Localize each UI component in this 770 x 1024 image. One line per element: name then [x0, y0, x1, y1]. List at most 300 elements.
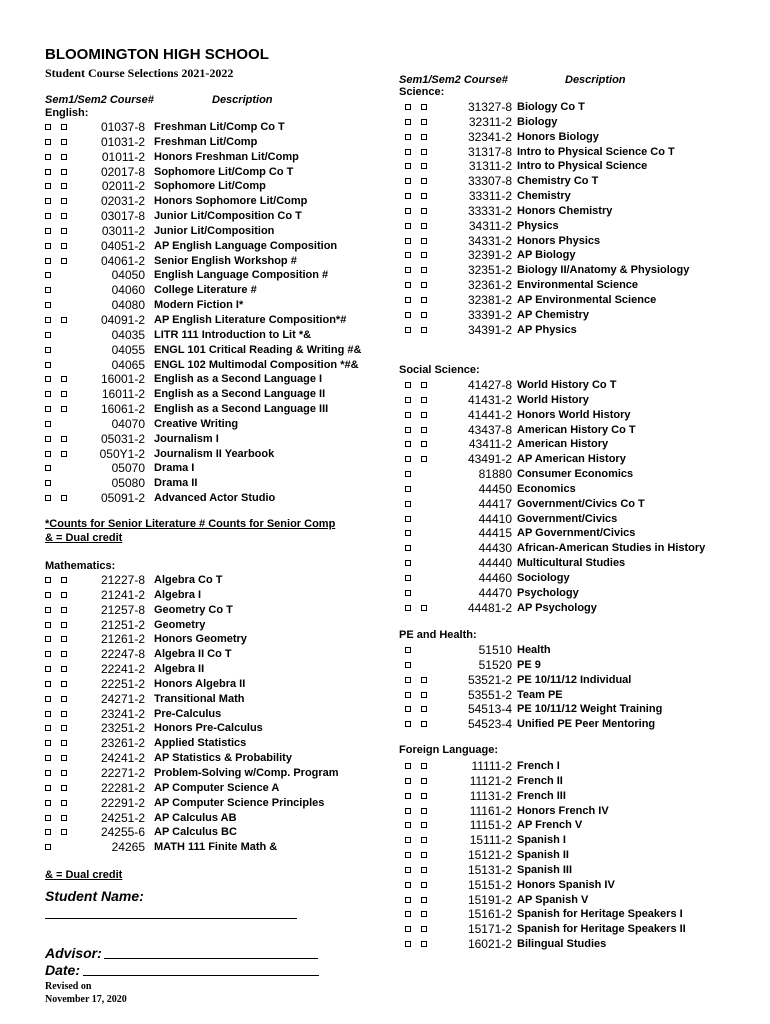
course-description: Spanish for Heritage Speakers II — [517, 923, 686, 936]
course-number: 04065 — [111, 357, 145, 372]
course-description: Spanish II — [517, 849, 569, 862]
course-row — [45, 179, 375, 194]
course-number: 41441-2 — [467, 407, 512, 422]
course-number: 22241-2 — [100, 662, 145, 677]
course-row — [405, 174, 735, 189]
course-number: 21227-8 — [100, 573, 145, 587]
course-row — [45, 135, 375, 150]
pe-health-course-list — [405, 643, 735, 732]
course-description: American History Co T — [517, 423, 636, 436]
course-number: 23241-2 — [100, 706, 145, 721]
course-row — [45, 120, 375, 135]
course-description: Sophomore Lit/Comp — [154, 180, 266, 193]
course-description: Algebra II Co T — [154, 648, 232, 661]
course-description: Multicultural Studies — [517, 557, 626, 570]
course-number-header-right: Sem1/Sem2 Course# — [399, 74, 508, 86]
course-number: 11161-2 — [469, 803, 512, 818]
english-credit-note: *Counts for Senior Literature # Counts for Senior Comp — [45, 518, 336, 530]
course-row — [405, 863, 735, 878]
course-row — [405, 130, 735, 145]
social-science-section-label: Social Science: — [399, 364, 480, 376]
course-number: 16011-2 — [101, 387, 145, 402]
course-description: AP Psychology — [517, 601, 597, 614]
course-description: Intro to Physical Science — [517, 160, 648, 173]
revised-date: November 17, 2020 — [45, 994, 127, 1005]
course-row — [45, 239, 375, 254]
course-number: 02031-2 — [100, 194, 145, 209]
course-row — [405, 937, 735, 952]
course-row — [405, 512, 735, 527]
course-description: MATH 111 Finite Math & — [154, 841, 278, 854]
course-row — [405, 717, 735, 732]
course-description: Honors Geometry — [154, 633, 247, 646]
course-description: World History — [517, 393, 589, 406]
social-science-course-list — [405, 378, 735, 616]
description-header-right: Description — [565, 74, 626, 86]
course-number: 34391-2 — [467, 322, 512, 337]
course-description: AP English Language Composition — [154, 239, 338, 252]
course-number: 24255-6 — [100, 825, 145, 840]
course-description: AP Spanish V — [517, 893, 589, 906]
course-row — [405, 467, 735, 482]
course-number: 32361-2 — [467, 278, 512, 293]
course-row — [405, 308, 735, 323]
course-description: AP Biology — [517, 249, 576, 262]
course-description: PE 10/11/12 Individual — [517, 673, 632, 686]
course-description: Team PE — [517, 688, 563, 701]
course-description: Health — [517, 644, 551, 656]
course-number: 32391-2 — [467, 248, 512, 263]
course-number: 44481-2 — [467, 600, 512, 615]
course-row — [45, 194, 375, 209]
course-row — [45, 328, 375, 343]
course-number: 15151-2 — [467, 877, 512, 892]
course-number: 33307-8 — [467, 174, 512, 189]
science-section-label: Science: — [399, 86, 445, 98]
course-row — [405, 702, 735, 717]
course-number: 41431-2 — [467, 392, 512, 407]
student-name-field[interactable] — [45, 918, 297, 919]
course-number: 24241-2 — [100, 751, 145, 766]
course-description: Government/Civics — [517, 512, 618, 525]
course-number: 21251-2 — [100, 617, 145, 632]
course-row — [45, 751, 375, 766]
course-number: 44440 — [478, 556, 512, 571]
course-description: Biology II/Anatomy & Physiology — [517, 264, 690, 277]
course-number: 22251-2 — [100, 676, 145, 691]
course-description: American History — [517, 438, 609, 451]
course-row — [45, 618, 375, 633]
course-description: Honors French IV — [517, 804, 609, 817]
course-description: Spanish III — [517, 863, 573, 876]
course-number: 24251-2 — [100, 810, 145, 825]
course-number: 15121-2 — [467, 848, 512, 863]
course-row — [45, 796, 375, 811]
date-label: Date: — [45, 962, 81, 978]
course-description: Honors Algebra II — [154, 677, 246, 690]
course-description: Honors Biology — [517, 130, 599, 143]
course-row — [405, 278, 735, 293]
course-row — [405, 789, 735, 804]
course-row — [45, 165, 375, 180]
course-row — [405, 408, 735, 423]
course-description: Physics — [517, 219, 559, 232]
course-number: 04060 — [111, 283, 145, 298]
course-description: Junior Lit/Composition Co T — [154, 210, 302, 223]
course-row — [45, 491, 375, 506]
course-row — [45, 721, 375, 736]
course-number: 44470 — [478, 585, 512, 600]
course-description: Problem-Solving w/Comp. Program — [154, 766, 339, 779]
course-row — [405, 556, 735, 571]
course-row — [45, 387, 375, 402]
course-row — [405, 145, 735, 160]
course-description: AP Physics — [517, 323, 577, 336]
course-description: AP Environmental Science — [517, 293, 657, 306]
course-row — [45, 372, 375, 387]
course-number: 050Y1-2 — [99, 446, 145, 461]
course-description: Journalism II Yearbook — [154, 447, 275, 460]
course-description: Chemistry Co T — [517, 175, 599, 188]
course-description: English as a Second Language I — [154, 373, 323, 386]
course-row — [405, 234, 735, 249]
course-number: 34311-2 — [468, 218, 512, 233]
course-row — [405, 818, 735, 833]
course-number: 31327-8 — [467, 100, 512, 114]
course-row — [45, 268, 375, 283]
course-row — [45, 840, 375, 855]
form-subtitle: Student Course Selections 2021-2022 — [45, 66, 234, 80]
student-name-label: Student Name: — [45, 888, 144, 904]
course-row — [405, 263, 735, 278]
course-row — [45, 447, 375, 462]
course-description: AP Government/Civics — [517, 527, 636, 540]
english-course-list — [45, 120, 375, 506]
course-number: 22247-8 — [100, 647, 145, 662]
course-description: Drama II — [154, 477, 198, 490]
course-row — [405, 922, 735, 937]
course-row — [45, 647, 375, 662]
course-row — [45, 573, 375, 588]
course-row — [405, 878, 735, 893]
course-row — [45, 632, 375, 647]
course-description: Advanced Actor Studio — [154, 492, 276, 505]
course-row — [45, 224, 375, 239]
course-row — [405, 393, 735, 408]
course-row — [405, 100, 735, 115]
course-number: 44450 — [478, 481, 512, 496]
course-number: 15191-2 — [467, 892, 512, 907]
course-description: English as a Second Language II — [154, 388, 326, 401]
course-description: LITR 111 Introduction to Lit *& — [154, 328, 312, 341]
course-number: 32341-2 — [467, 129, 512, 144]
course-number: 32351-2 — [467, 263, 512, 278]
course-description: French I — [517, 760, 560, 772]
course-description: African-American Studies in History — [517, 542, 706, 555]
course-row — [45, 736, 375, 751]
course-row — [405, 673, 735, 688]
course-number: 43491-2 — [467, 452, 512, 467]
course-number: 11121-2 — [469, 773, 512, 788]
course-description: Applied Statistics — [154, 737, 247, 750]
advisor-field[interactable] — [104, 944, 318, 959]
course-row — [405, 893, 735, 908]
course-description: Honors World History — [517, 408, 631, 421]
course-description: Creative Writing — [154, 417, 239, 430]
course-description: Algebra Co T — [154, 574, 223, 586]
course-number: 24265 — [111, 840, 145, 855]
course-number: 05031-2 — [100, 431, 145, 446]
course-description: English Language Composition # — [154, 269, 329, 282]
course-description: Spanish I — [517, 834, 566, 847]
course-number: 05070 — [111, 461, 145, 476]
course-number: 33331-2 — [467, 203, 512, 218]
advisor-label: Advisor: — [45, 945, 102, 961]
course-row — [45, 707, 375, 722]
course-row — [405, 586, 735, 601]
math-dual-credit-note: & = Dual credit — [45, 869, 123, 881]
course-description: Sophomore Lit/Comp Co T — [154, 165, 294, 178]
course-description: Honors Spanish IV — [517, 878, 615, 891]
course-number: 15131-2 — [467, 862, 512, 877]
course-number: 33391-2 — [467, 307, 512, 322]
course-description: Drama I — [154, 462, 195, 475]
course-description: Chemistry — [517, 190, 571, 203]
course-description: Biology — [517, 115, 558, 128]
course-description: Sociology — [517, 571, 570, 584]
course-number: 01011-2 — [101, 149, 145, 164]
course-number: 16001-2 — [100, 372, 145, 387]
course-description: AP Statistics & Probability — [154, 752, 292, 765]
course-number: 53551-2 — [467, 687, 512, 702]
course-description: World History Co T — [517, 379, 617, 391]
course-row — [405, 571, 735, 586]
course-description: Pre-Calculus — [154, 707, 222, 720]
course-description: Honors Freshman Lit/Comp — [154, 150, 299, 163]
course-number: 01031-2 — [100, 134, 145, 149]
course-number: 05091-2 — [100, 491, 145, 506]
course-number: 54513-4 — [467, 702, 512, 717]
course-description: Honors Sophomore Lit/Comp — [154, 195, 308, 208]
course-description: AP Chemistry — [517, 308, 589, 321]
course-description: Government/Civics Co T — [517, 497, 645, 510]
course-description: AP Computer Science Principles — [154, 796, 325, 809]
course-number: 32381-2 — [467, 292, 512, 307]
foreign-language-course-list — [405, 759, 735, 952]
course-number: 44417 — [478, 496, 512, 511]
course-row — [45, 677, 375, 692]
course-description: Environmental Science — [517, 279, 639, 292]
course-number: 04055 — [111, 342, 145, 357]
course-row — [405, 601, 735, 616]
left-column-header — [45, 94, 273, 106]
course-number: 11111-2 — [471, 759, 512, 773]
course-number: 51510 — [478, 643, 512, 657]
course-row — [405, 688, 735, 703]
date-field[interactable] — [83, 961, 319, 976]
course-description: Modern Fiction I* — [154, 299, 244, 312]
course-number-header: Sem1/Sem2 Course# — [45, 94, 154, 106]
course-row — [45, 692, 375, 707]
course-description: AP French V — [517, 819, 583, 832]
course-number: 44460 — [478, 570, 512, 585]
course-number: 15111-2 — [469, 833, 512, 848]
science-course-list — [405, 100, 735, 338]
course-number: 02011-2 — [101, 179, 145, 194]
school-title: BLOOMINGTON HIGH SCHOOL — [45, 46, 269, 63]
course-description: AP Computer Science A — [154, 781, 280, 794]
course-number: 02017-8 — [100, 164, 145, 179]
course-row — [405, 248, 735, 263]
course-row — [45, 825, 375, 840]
course-description: PE 9 — [517, 658, 541, 671]
course-row — [405, 848, 735, 863]
course-number: 21257-8 — [100, 602, 145, 617]
course-row — [45, 254, 375, 269]
course-number: 44430 — [478, 541, 512, 556]
course-description: Honors Chemistry — [517, 204, 613, 217]
course-description: ENGL 101 Critical Reading & Writing #& — [154, 343, 362, 356]
course-number: 11151-2 — [469, 818, 512, 833]
course-row — [405, 497, 735, 512]
course-row — [45, 461, 375, 476]
course-row — [405, 774, 735, 789]
course-description: AP Calculus AB — [154, 811, 237, 824]
course-row — [405, 323, 735, 338]
course-row — [405, 423, 735, 438]
pe-health-section-label: PE and Health: — [399, 629, 477, 641]
course-number: 32311-2 — [468, 114, 512, 129]
course-number: 34331-2 — [467, 233, 512, 248]
course-row — [45, 781, 375, 796]
course-description: Psychology — [517, 586, 579, 599]
course-number: 16021-2 — [467, 937, 512, 952]
course-row — [405, 541, 735, 556]
course-row — [45, 603, 375, 618]
course-row — [45, 298, 375, 313]
course-row — [405, 437, 735, 452]
course-number: 22271-2 — [100, 765, 145, 780]
course-description: French II — [517, 774, 563, 787]
course-row — [405, 115, 735, 130]
course-number: 01037-8 — [100, 120, 145, 134]
course-row — [405, 189, 735, 204]
course-row — [45, 432, 375, 447]
course-row — [405, 759, 735, 774]
course-row — [405, 378, 735, 393]
course-description: Honors Pre-Calculus — [154, 722, 263, 735]
course-number: 15171-2 — [467, 922, 512, 937]
course-description: Algebra II — [154, 663, 205, 676]
course-description: Intro to Physical Science Co T — [517, 145, 675, 158]
course-row — [45, 766, 375, 781]
course-description: Consumer Economics — [517, 468, 634, 481]
course-row — [405, 643, 735, 658]
course-row — [405, 452, 735, 467]
course-description: Freshman Lit/Comp — [154, 135, 258, 148]
course-number: 43437-8 — [467, 422, 512, 437]
course-number: 03011-2 — [101, 223, 145, 238]
course-number: 04070 — [111, 416, 145, 431]
course-description: Algebra I — [154, 588, 202, 601]
course-number: 24271-2 — [100, 691, 145, 706]
course-number: 51520 — [478, 657, 512, 672]
course-number: 54523-4 — [467, 717, 512, 732]
course-row — [405, 219, 735, 234]
course-number: 11131-2 — [469, 788, 512, 803]
course-row — [45, 283, 375, 298]
course-row — [405, 526, 735, 541]
course-row — [405, 658, 735, 673]
course-description: ENGL 102 Multimodal Composition *#& — [154, 358, 359, 371]
course-number: 04050 — [111, 268, 145, 283]
course-row — [405, 204, 735, 219]
foreign-language-section-label: Foreign Language: — [399, 744, 498, 756]
course-row — [45, 476, 375, 491]
course-number: 15161-2 — [467, 907, 512, 922]
right-column-header — [399, 74, 626, 86]
course-description: AP Calculus BC — [154, 826, 237, 839]
course-number: 43411-2 — [468, 437, 512, 452]
course-description: Geometry Co T — [154, 603, 233, 616]
course-row — [405, 482, 735, 497]
course-description: Spanish for Heritage Speakers I — [517, 908, 683, 921]
course-number: 31311-2 — [468, 159, 512, 174]
course-number: 31317-8 — [467, 144, 512, 159]
course-description: Freshman Lit/Comp Co T — [154, 121, 285, 133]
revised-label: Revised on — [45, 981, 92, 992]
course-row — [45, 358, 375, 373]
course-row — [45, 662, 375, 677]
course-row — [405, 907, 735, 922]
course-number: 21241-2 — [100, 587, 145, 602]
course-row — [45, 313, 375, 328]
course-row — [45, 402, 375, 417]
course-number: 81880 — [478, 467, 512, 482]
course-number: 04091-2 — [100, 312, 145, 327]
course-description: Bilingual Studies — [517, 938, 607, 951]
course-number: 44415 — [478, 526, 512, 541]
course-number: 33311-2 — [468, 189, 512, 204]
course-row — [45, 343, 375, 358]
course-number: 04061-2 — [100, 253, 145, 268]
course-row — [405, 833, 735, 848]
course-row — [45, 811, 375, 826]
course-number: 44410 — [478, 511, 512, 526]
course-description: PE 10/11/12 Weight Training — [517, 703, 663, 716]
course-number: 22291-2 — [100, 795, 145, 810]
course-description: Journalism I — [154, 432, 219, 445]
course-number: 04051-2 — [100, 238, 145, 253]
course-description: English as a Second Language III — [154, 403, 329, 416]
math-course-list — [45, 573, 375, 855]
course-number: 21261-2 — [100, 632, 145, 647]
revision-note — [45, 980, 127, 1006]
description-header: Description — [212, 94, 273, 106]
course-row — [405, 804, 735, 819]
course-description: Biology Co T — [517, 101, 585, 113]
course-row — [45, 417, 375, 432]
course-row — [45, 209, 375, 224]
course-description: Economics — [517, 482, 576, 495]
course-number: 04080 — [111, 298, 145, 313]
course-description: College Literature # — [154, 284, 257, 297]
course-number: 23251-2 — [100, 721, 145, 736]
course-number: 53521-2 — [467, 672, 512, 687]
course-number: 41427-8 — [467, 378, 512, 392]
course-number: 05080 — [111, 476, 145, 491]
course-number: 04035 — [111, 327, 145, 342]
